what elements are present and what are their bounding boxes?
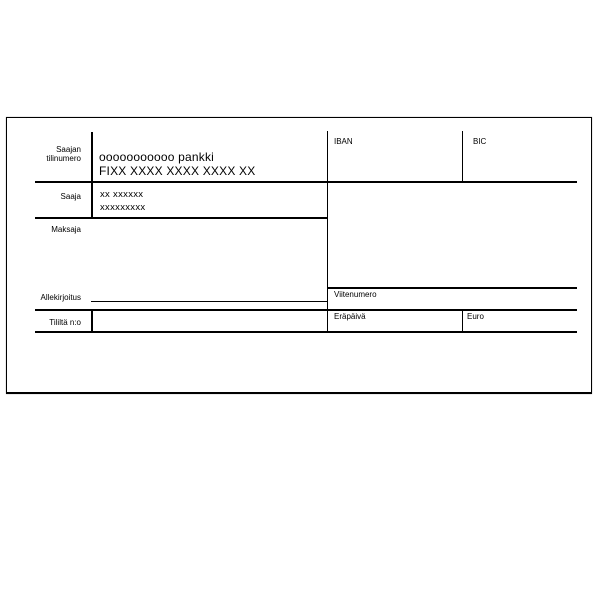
recipient-name-line2: xxxxxxxxx [100, 202, 146, 213]
signature-line [91, 301, 327, 302]
row-divider-recipient [35, 217, 328, 219]
due-date-label: Eräpäivä [334, 312, 366, 321]
iban-label: IBAN [334, 137, 353, 146]
recipient-label: Saaja [60, 192, 81, 201]
recipient-account-label-line2: tilinumero [46, 154, 81, 163]
amount-label: Euro [467, 312, 484, 321]
reference-number-label: Viitenumero [334, 290, 377, 299]
center-divider [327, 131, 328, 332]
row-divider-due-date [35, 309, 577, 311]
account-number: FIXX XXXX XXXX XXXX XX [99, 164, 256, 178]
signature-label: Allekirjoitus [40, 293, 81, 302]
row-divider-bottom [35, 331, 577, 333]
bank-transfer-form [6, 117, 592, 394]
payer-label: Maksaja [51, 225, 81, 234]
iban-bic-divider [462, 131, 463, 182]
label-column-divider-top [91, 132, 93, 218]
bank-name: ooooooooooo pankki [99, 150, 215, 164]
recipient-account-label-line1: Saajan [56, 145, 81, 154]
row-divider-account [35, 181, 577, 183]
bic-label: BIC [473, 137, 487, 146]
recipient-account-label [46, 145, 81, 163]
recipient-name-line1: xx xxxxxx [100, 189, 144, 200]
from-account-label: Tililtä n:o [49, 318, 81, 327]
label-column-divider-bottom [91, 310, 93, 332]
row-divider-reference [327, 287, 577, 289]
duedate-amount-divider [462, 310, 463, 332]
